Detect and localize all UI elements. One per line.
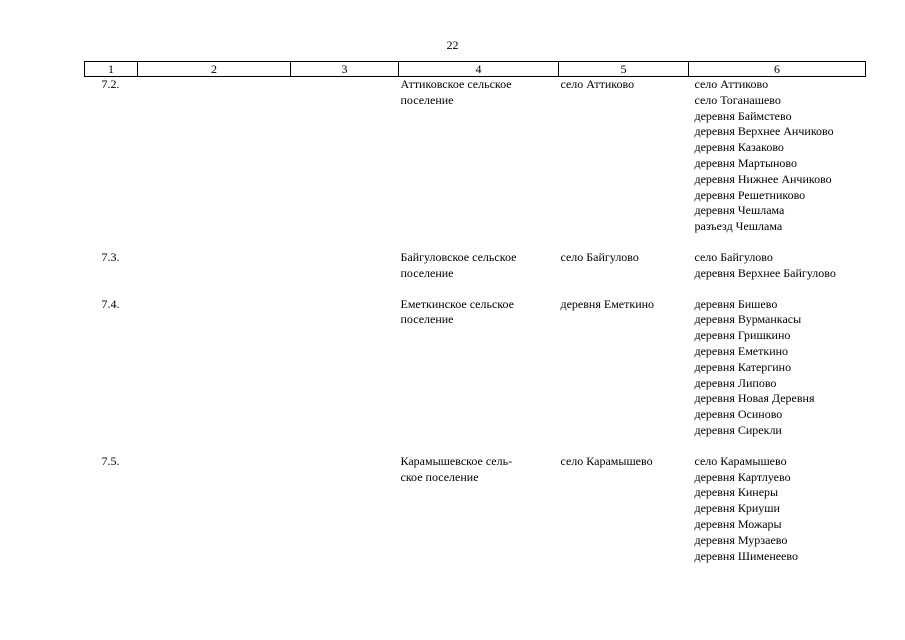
column-header: 2 (138, 62, 291, 77)
empty-cell (291, 77, 399, 235)
administrative-center (559, 250, 689, 282)
column-number-header-row (85, 62, 866, 77)
settlement-name-line: Еметкинское сельское (400, 296, 514, 311)
row-number (85, 297, 138, 439)
empty-cell (291, 250, 399, 282)
row-number-text: 7.4. (101, 296, 120, 311)
row-number (85, 77, 138, 235)
localities-list (689, 454, 866, 565)
empty-cell (138, 250, 291, 282)
row-spacer-cell (85, 439, 866, 454)
table-body (85, 77, 866, 565)
settlement-name (399, 297, 559, 439)
row-number (85, 250, 138, 282)
empty-cell (138, 77, 291, 235)
column-header: 3 (291, 62, 399, 77)
table-row (85, 250, 866, 282)
locality-item: деревня Чешлама (694, 203, 785, 218)
locality-item: село Карамышево (694, 453, 787, 468)
row-number-text: 7.3. (101, 249, 120, 264)
locality-item: деревня Шименеево (694, 548, 798, 563)
locality-item: деревня Мурзаево (694, 532, 788, 547)
column-header: 5 (559, 62, 689, 77)
administrative-center-text: село Байгулово (560, 249, 639, 264)
locality-item: село Тоганашево (694, 92, 781, 107)
locality-item: деревня Можары (694, 516, 782, 531)
settlement-name-line: ское поселение (400, 469, 479, 484)
row-spacer-cell (85, 235, 866, 250)
locality-item: деревня Кинеры (694, 485, 779, 500)
page-number: 22 (446, 38, 459, 52)
locality-item: деревня Решетниково (694, 187, 806, 202)
locality-item: деревня Вурманкасы (694, 312, 802, 327)
row-number-text: 7.2. (101, 77, 120, 91)
locality-item: деревня Баймстево (694, 108, 792, 123)
row-number (85, 454, 138, 565)
administrative-center (559, 297, 689, 439)
empty-cell (291, 454, 399, 565)
column-header: 1 (85, 62, 138, 77)
localities-list (689, 250, 866, 282)
administrative-center-text: село Аттиково (560, 77, 635, 91)
localities-list (689, 297, 866, 439)
locality-item: село Аттиково (694, 77, 769, 91)
administrative-center (559, 454, 689, 565)
settlement-name-line: поселение (400, 312, 454, 327)
row-spacer (85, 439, 866, 454)
locality-item: деревня Верхнее Байгулово (694, 265, 836, 280)
locality-item: деревня Нижнее Анчиково (694, 171, 832, 186)
table-row (85, 297, 866, 439)
locality-item: разъезд Чешлама (694, 219, 783, 234)
administrative-center-text: село Карамышево (560, 453, 653, 468)
locality-item: деревня Сирекли (694, 422, 782, 437)
locality-item: деревня Еметкино (694, 343, 789, 358)
locality-item: деревня Казаково (694, 140, 784, 155)
locality-item: деревня Мартыново (694, 155, 798, 170)
settlement-name-line: Карамышевское сель- (400, 453, 513, 468)
settlement-name (399, 77, 559, 235)
settlement-name-line: Аттиковское сельское (400, 77, 512, 91)
empty-cell (138, 454, 291, 565)
locality-item: деревня Картлуево (694, 469, 791, 484)
administrative-center-text: деревня Еметкино (560, 296, 655, 311)
locality-item: деревня Катергино (694, 359, 792, 374)
settlement-name-line: поселение (400, 92, 454, 107)
row-number-text: 7.5. (101, 453, 120, 468)
settlement-name (399, 454, 559, 565)
locality-item: деревня Криуши (694, 501, 780, 516)
row-spacer-cell (85, 282, 866, 297)
administrative-center (559, 77, 689, 235)
settlement-name (399, 250, 559, 282)
settlement-name-line: Байгуловское сельское (400, 249, 517, 264)
settlement-name-line: поселение (400, 265, 454, 280)
locality-item: село Байгулово (694, 249, 773, 264)
table-row (85, 77, 866, 235)
empty-cell (138, 297, 291, 439)
row-spacer (85, 282, 866, 297)
row-spacer (85, 235, 866, 250)
locality-item: деревня Верхнее Анчиково (694, 124, 834, 139)
settlements-table (84, 61, 866, 564)
table-row (85, 454, 866, 565)
empty-cell (291, 297, 399, 439)
column-header: 6 (689, 62, 866, 77)
locality-item: деревня Осиново (694, 407, 783, 422)
locality-item: деревня Новая Деревня (694, 391, 815, 406)
column-header: 4 (399, 62, 559, 77)
locality-item: деревня Гришкино (694, 328, 791, 343)
locality-item: деревня Бишево (694, 296, 778, 311)
localities-list (689, 77, 866, 235)
locality-item: деревня Липово (694, 375, 777, 390)
